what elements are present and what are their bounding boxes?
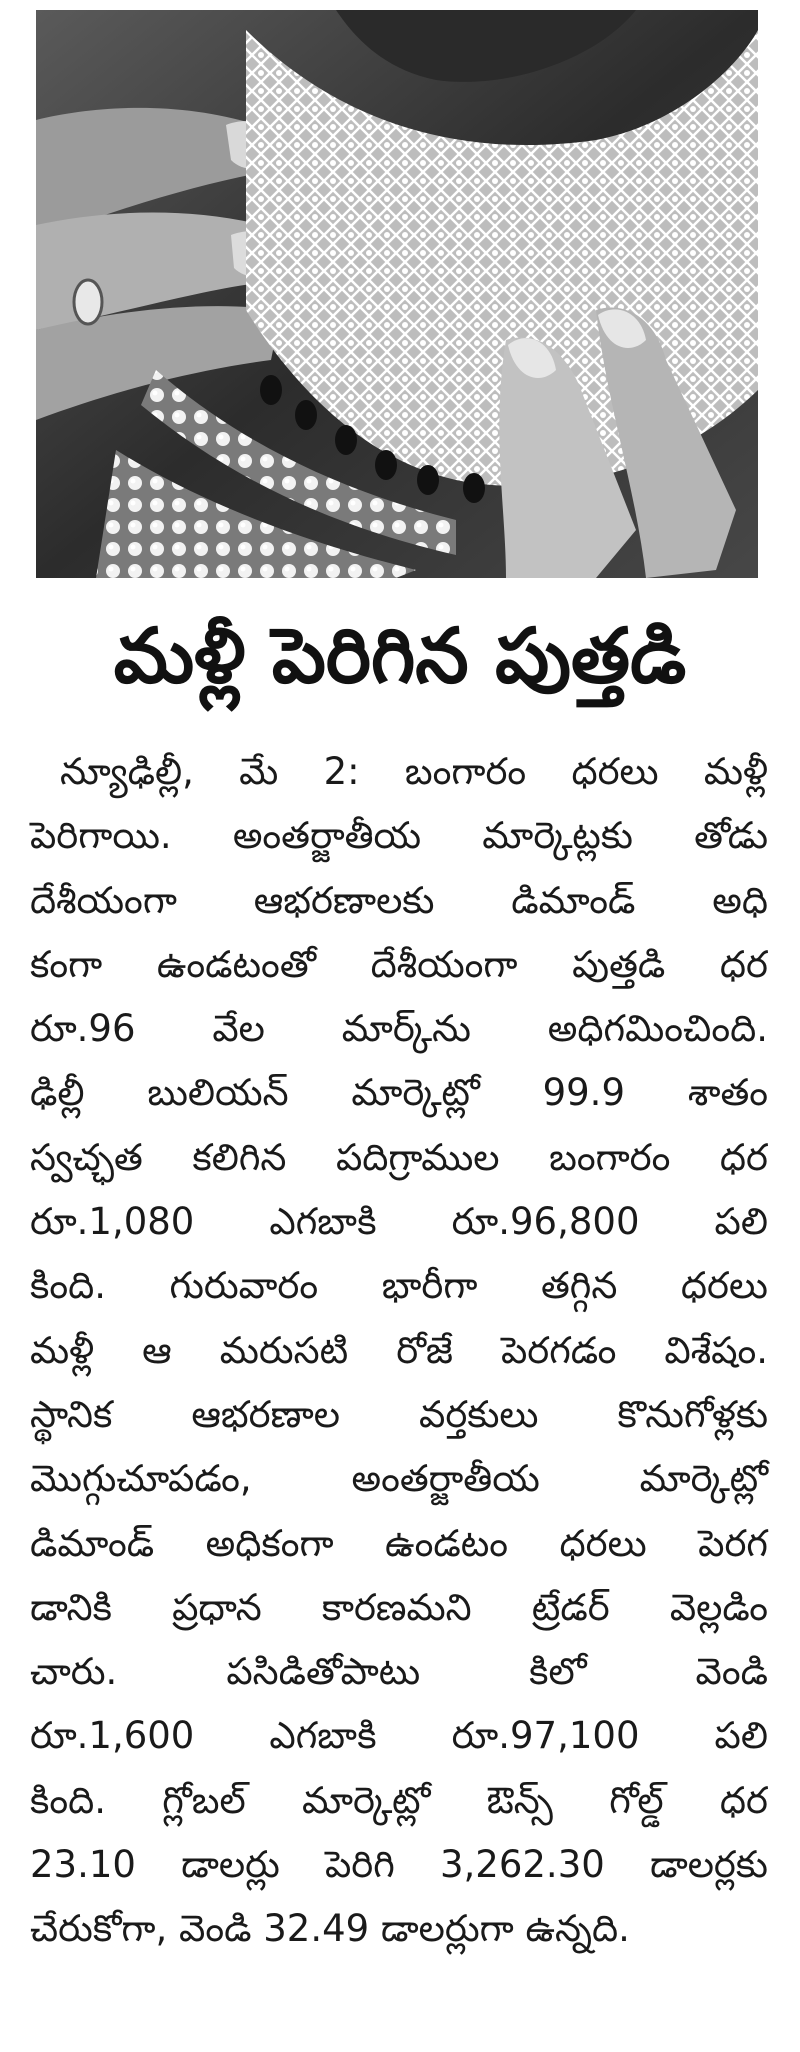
article-line: మొగ్గుచూపడం, అంతర్జాతీయ మార్కెట్లో (30, 1457, 768, 1501)
article-line: చారు. పసిడితోపాటు కిలో వెండి (30, 1650, 768, 1694)
article-line: రూ.1,600 ఎగబాకి రూ.97,100 పలి (30, 1714, 768, 1758)
article-line: స్వచ్ఛత కలిగిన పదిగ్రాముల బంగారం ధర (30, 1135, 768, 1179)
article-line: కింది. గ్లోబల్ మార్కెట్లో ఔన్స్ గోల్డ్ ధర (30, 1778, 768, 1822)
article-headline: మళ్లీ పెరిగిన పుత్తడి (113, 611, 687, 700)
article-line: రూ.1,080 ఎగబాకి రూ.96,800 పలి (30, 1200, 768, 1244)
article-line: స్థానిక ఆభరణాల వర్తకులు కొనుగోళ్లకు (30, 1392, 768, 1436)
article-line: న్యూఢిల్లీ, మే 2: బంగారం ధరలు మళ్లీ (60, 750, 768, 793)
article-line: మళ్లీ ఆ మరుసటి రోజే పెరగడం విశేషం. (30, 1328, 768, 1372)
article-line: కంగా ఉండటంతో దేశీయంగా పుత్తడి ధర (30, 942, 768, 986)
article-line: 23.10 డాలర్లు పెరిగి 3,262.30 డాలర్లకు (30, 1843, 768, 1887)
article-line: పెరిగాయి. అంతర్జాతీయ మార్కెట్లకు తోడు (30, 814, 768, 858)
article-line: కింది. గురువారం భారీగా తగ్గిన ధరలు (30, 1264, 768, 1308)
necklace-image (36, 10, 758, 578)
article-line: డానికి ప్రధాన కారణమని ట్రేడర్ వెల్లడిం (30, 1585, 768, 1629)
article-line: రూ.96 వేల మార్క్‌ను అధిగమించింది. (30, 1007, 768, 1051)
jewelry-photo (36, 10, 758, 578)
article-line: దేశీయంగా ఆభరణాలకు డిమాండ్ అధి (30, 878, 768, 922)
article-line: ఢిల్లీ బులియన్ మార్కెట్లో 99.9 శాతం (30, 1071, 768, 1115)
article-line: డిమాండ్ అధికంగా ఉండటం ధరలు పెరగ (30, 1521, 768, 1565)
article-body (30, 740, 768, 1962)
article-line: చేరుకోగా, వెండి 32.49 డాలర్లుగా ఉన్నది. (30, 1907, 630, 1951)
